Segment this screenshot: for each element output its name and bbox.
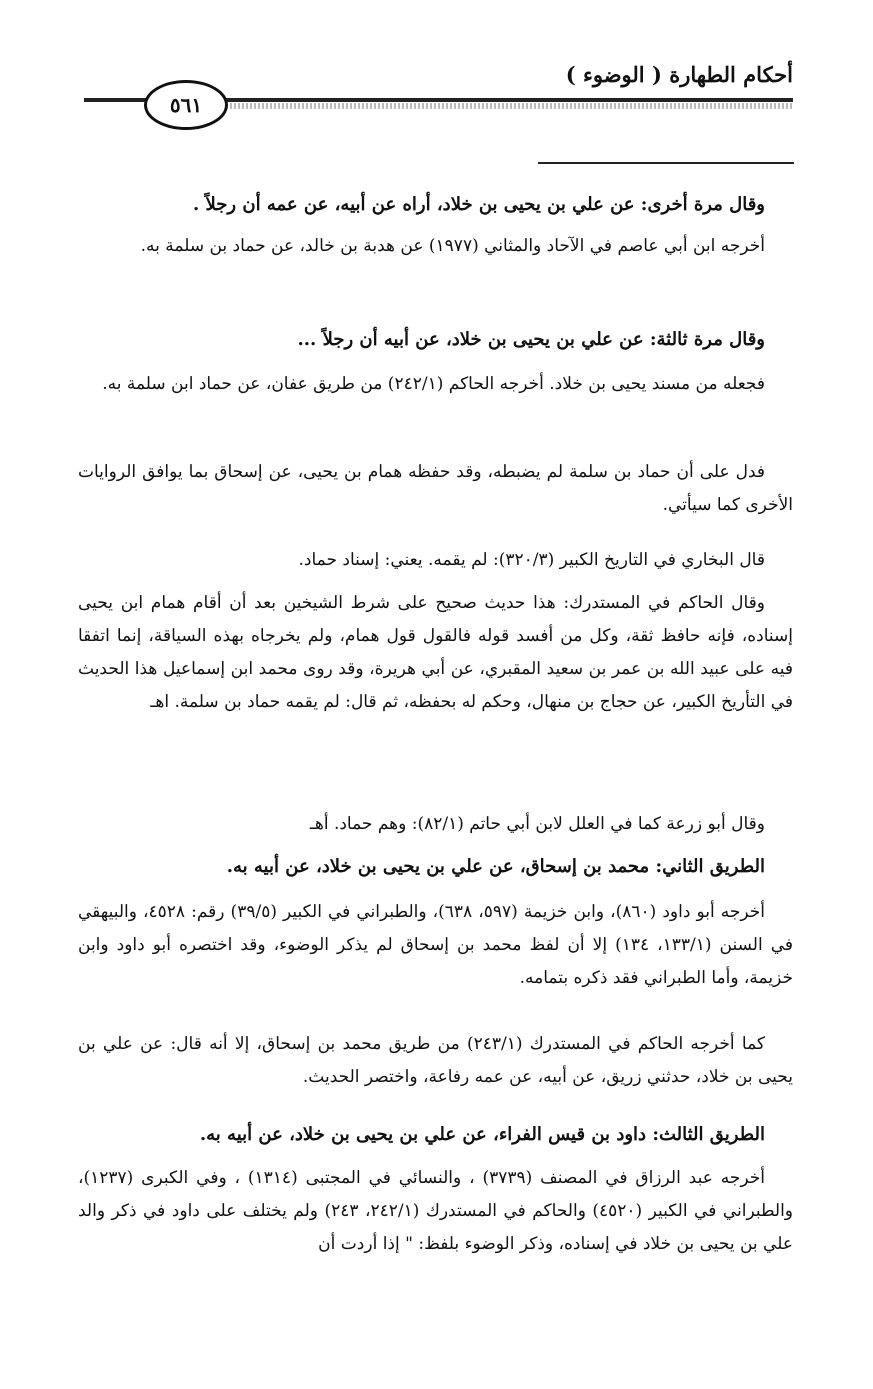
paragraph: وقال الحاكم في المستدرك: هذا حديث صحيح على شرط الشيخين بعد أن أقام همام ابن يحيى إسناده، فإنه حافظ ثقة، وكل من أفسد قوله فالقول قول همام، ولم يخرجاه بهذه السياقة، إنما اتفقا فيه على عبيد الله بن عمر بن سعيد المقبري، عن أبي هريرة، وقد روى محمد ابن إسماعيل هذا الحديث في التأريخ الكبير، عن حجاج بن منهال، وحكم له بحفظه، ثم قال: لم يقمه حماد بن سلمة. اهـ bbox=[78, 593, 793, 712]
paragraph: فجعله من مسند يحيى بن خلاد. أخرجه الحاكم (٢٤٢/١) من طريق عفان، عن حماد ابن سلمة به. bbox=[102, 374, 765, 394]
section-heading: الطريق الثالث: داود بن قيس الفراء، عن علي بن يحيى بن خلاد، عن أبيه به. bbox=[199, 1124, 765, 1145]
page-number: ٥٦١ bbox=[169, 93, 203, 117]
paragraph: أخرجه أبو داود (٨٦٠)، وابن خزيمة (٥٩٧، ٦٣٨)، والطبراني في الكبير (٣٩/٥) رقم: ٤٥٢٨، والبيهقي في السنن (١٣٣/١، ١٣٤) إلا أن لفظ محمد بن إسحاق لم يذكر الوضوء، وقد اختصره أبو داود وابن خزيمة، وأما الطبراني فقد ذكره بتمامه. bbox=[78, 902, 793, 988]
paragraph: أخرجه ابن أبي عاصم في الآحاد والمثاني (١٩٧٧) عن هدبة بن خالد، عن حماد بن سلمة به. bbox=[140, 236, 765, 256]
header-rule-shading bbox=[230, 103, 793, 109]
paragraph: وقال أبو زرعة كما في العلل لابن أبي حاتم (٨٢/١): وهم حماد. أهـ bbox=[309, 814, 765, 834]
paragraph: قال البخاري في التاريخ الكبير (٣٢٠/٣): لم يقمه. يعني: إسناد حماد. bbox=[298, 550, 765, 570]
paragraph: كما أخرجه الحاكم في المستدرك (٢٤٣/١) من طريق محمد بن إسحاق، إلا أنه قال: عن علي بن يحيى بن خلاد، حدثني زريق، عن أبيه، عن عمه رفاعة، واختصر الحديث. bbox=[78, 1034, 793, 1087]
page-number-oval bbox=[144, 80, 228, 130]
running-header-title: أحكام الطهارة ( الوضوء ) bbox=[565, 62, 793, 87]
section-heading: الطريق الثاني: محمد بن إسحاق، عن علي بن يحيى بن خلاد، عن أبيه به. bbox=[226, 856, 765, 877]
paragraph: فدل على أن حماد بن سلمة لم يضبطه، وقد حفظه همام بن يحيى، عن إسحاق بما يوافق الروايات الأخرى كما سيأتي. bbox=[78, 462, 793, 515]
paragraph: وقال مرة ثالثة: عن علي بن يحيى بن خلاد، عن أبيه أن رجلاً ... bbox=[297, 329, 765, 350]
footnote-separator bbox=[538, 162, 794, 164]
paragraph: أخرجه عبد الرزاق في المصنف (٣٧٣٩) ، والنسائي في المجتبى (١٣١٤) ، وفي الكبرى (١٢٣٧)، والطبراني في الكبير (٤٥٢٠) والحاكم في المستدرك (٢٤٢/١، ٢٤٣) ولم يختلف على داود في ذكر والد علي بن يحيى بن خلاد في إسناده، وذكر الوضوء بلفظ: " إذا أردت أن bbox=[78, 1168, 794, 1254]
paragraph: وقال مرة أخرى: عن علي بن يحيى بن خلاد، أراه عن أبيه، عن عمه أن رجلاً . bbox=[192, 194, 765, 215]
